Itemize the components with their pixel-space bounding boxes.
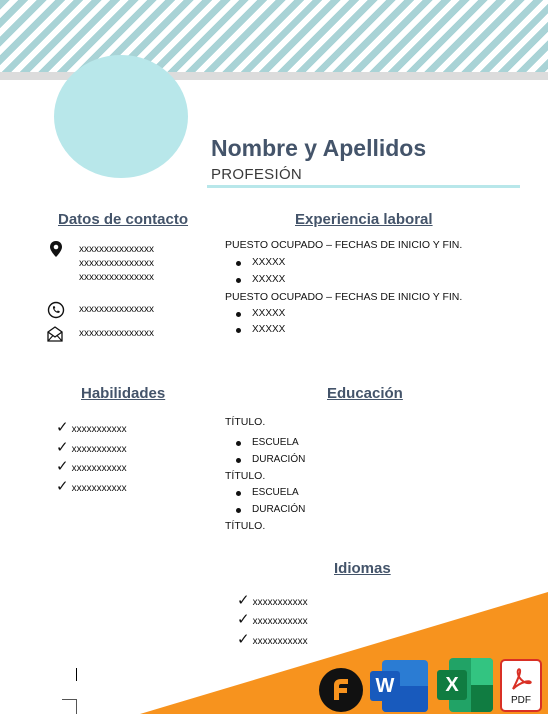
job-detail: XXXXX: [234, 324, 285, 335]
skill-item: ✓ xxxxxxxxxxx: [56, 458, 127, 475]
address-line: xxxxxxxxxxxxxxx: [79, 272, 154, 283]
skills-heading: Habilidades: [81, 385, 166, 402]
degree-detail: DURACIÓN: [234, 454, 305, 465]
word-icon[interactable]: W: [370, 660, 428, 712]
excel-icon[interactable]: X: [437, 658, 493, 712]
experience-heading: Experiencia laboral: [295, 211, 433, 228]
page-corner-mark: [62, 699, 77, 714]
checkmark-icon: ✓: [56, 439, 69, 456]
checkmark-icon: ✓: [56, 419, 69, 436]
address-line: xxxxxxxxxxxxxxx: [79, 258, 154, 269]
degree-detail: ESCUELA: [234, 437, 299, 448]
text-cursor: [76, 668, 77, 681]
job-title: PUESTO OCUPADO – FECHAS DE INICIO Y FIN.: [225, 291, 463, 303]
degree-title: TÍTULO.: [225, 520, 266, 532]
skill-item: ✓ xxxxxxxxxxx: [56, 439, 127, 456]
languages-heading: Idiomas: [334, 560, 391, 577]
job-detail: XXXXX: [234, 308, 285, 319]
checkmark-icon: ✓: [56, 478, 69, 495]
skill-item: ✓ xxxxxxxxxxx: [56, 478, 127, 495]
degree-title: TÍTULO.: [225, 470, 266, 482]
acrobat-swirl-icon: [509, 667, 533, 693]
address-line: xxxxxxxxxxxxxxx: [79, 244, 154, 255]
checkmark-icon: ✓: [237, 631, 250, 648]
education-heading: Educación: [327, 385, 403, 402]
checkmark-icon: ✓: [237, 611, 250, 628]
degree-detail: ESCUELA: [234, 487, 299, 498]
contact-heading: Datos de contacto: [58, 211, 189, 228]
candidate-name: Nombre y Apellidos: [211, 135, 427, 161]
email-value: xxxxxxxxxxxxxxx: [79, 328, 154, 339]
skill-item: ✓ xxxxxxxxxxx: [56, 419, 127, 436]
language-item: ✓ xxxxxxxxxxx: [237, 592, 308, 609]
degree-detail: DURACIÓN: [234, 504, 305, 515]
pdf-icon[interactable]: PDF: [500, 659, 542, 712]
language-item: ✓ xxxxxxxxxxx: [237, 611, 308, 628]
language-item: ✓ xxxxxxxxxxx: [237, 631, 308, 648]
job-detail: XXXXX: [234, 274, 285, 285]
phone-value: xxxxxxxxxxxxxxx: [79, 304, 154, 315]
job-title: PUESTO OCUPADO – FECHAS DE INICIO Y FIN.: [225, 239, 463, 251]
degree-title: TÍTULO.: [225, 416, 266, 428]
candidate-profession: PROFESIÓN: [211, 166, 303, 183]
checkmark-icon: ✓: [56, 458, 69, 475]
brand-f-icon[interactable]: [318, 667, 364, 713]
checkmark-icon: ✓: [237, 592, 250, 609]
job-detail: XXXXX: [234, 257, 285, 268]
